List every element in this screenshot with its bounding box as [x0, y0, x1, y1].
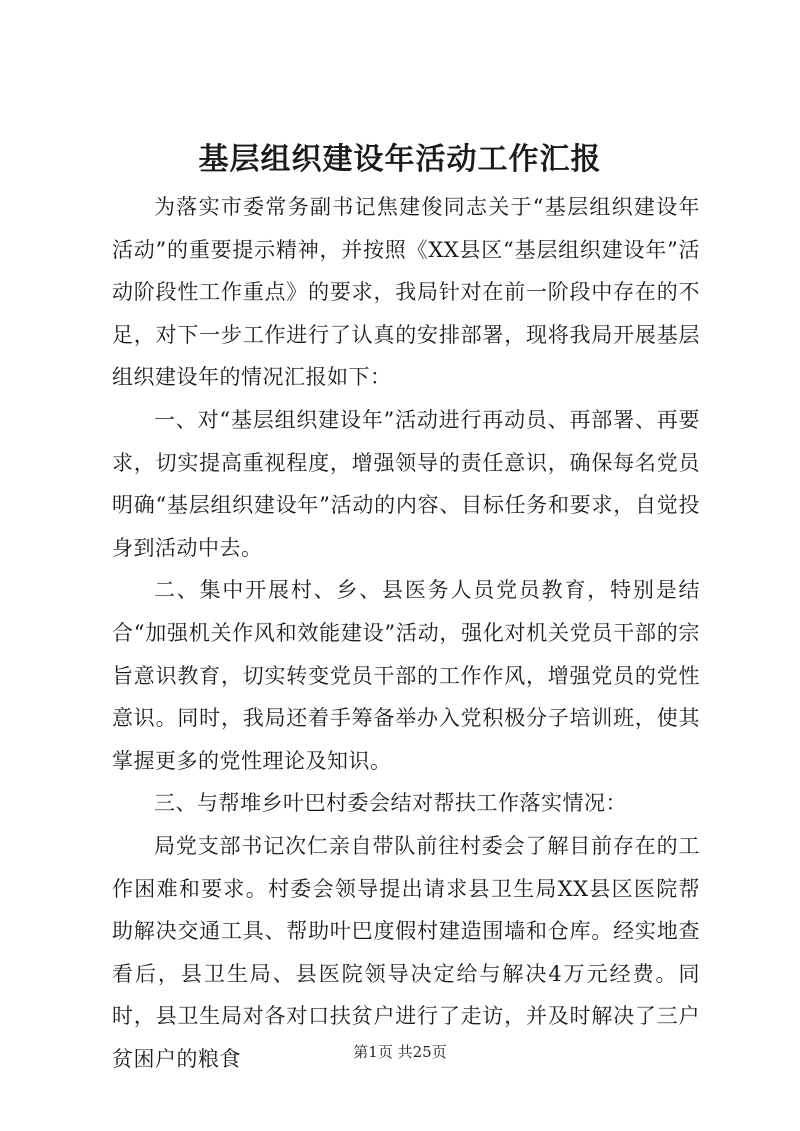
paragraph-section-3-heading: 三、与帮堆乡叶巴村委会结对帮扶工作落实情况：: [154, 791, 627, 816]
document-title: 基层组织建设年活动工作汇报: [198, 142, 602, 177]
paragraph-section-2: 二、集中开展村、乡、县医务人员党员教育，特别是结合“加强机关作风和效能建设”活动，强化对机关党员干部的宗旨意识教育，切实转变党员干部的工作作风，增强党员的党性意识。同时，我局还着手筹备举办入党积极分子培训班，使其掌握更多的党性理论及知识。: [112, 578, 700, 773]
paragraph-section-1: 一、对“基层组织建设年”活动进行再动员、再部署、再要求，切实提高重视程度，增强领导的责任意识，确保每名党员明确“基层组织建设年”活动的内容、目标任务和要求，自觉投身到活动中去。: [112, 407, 700, 560]
paragraph-section-3-body: 局党支部书记次仁亲自带队前往村委会了解目前存在的工作困难和要求。村委会领导提出请求县卫生局XX县区医院帮助解决交通工具、帮助叶巴度假村建造围墙和仓库。经实地查看后，县卫生局、县医院领导决定给与解决4万元经费。同时，县卫生局对各对口扶贫户进行了走访，并及时解决了三户贫困户的粮食: [112, 833, 700, 1071]
paragraph-intro: 为落实市委常务副书记焦建俊同志关于“基层组织建设年活动”的重要提示精神，并按照《XX县区“基层组织建设年”活动阶段性工作重点》的要求，我局针对在前一阶段中存在的不足，对下一步工作进行了认真的安排部署，现将我局开展基层组织建设年的情况汇报如下：: [112, 195, 700, 390]
page-footer: 第1页 共25页: [353, 1043, 447, 1061]
document-body: [112, 186, 700, 1080]
